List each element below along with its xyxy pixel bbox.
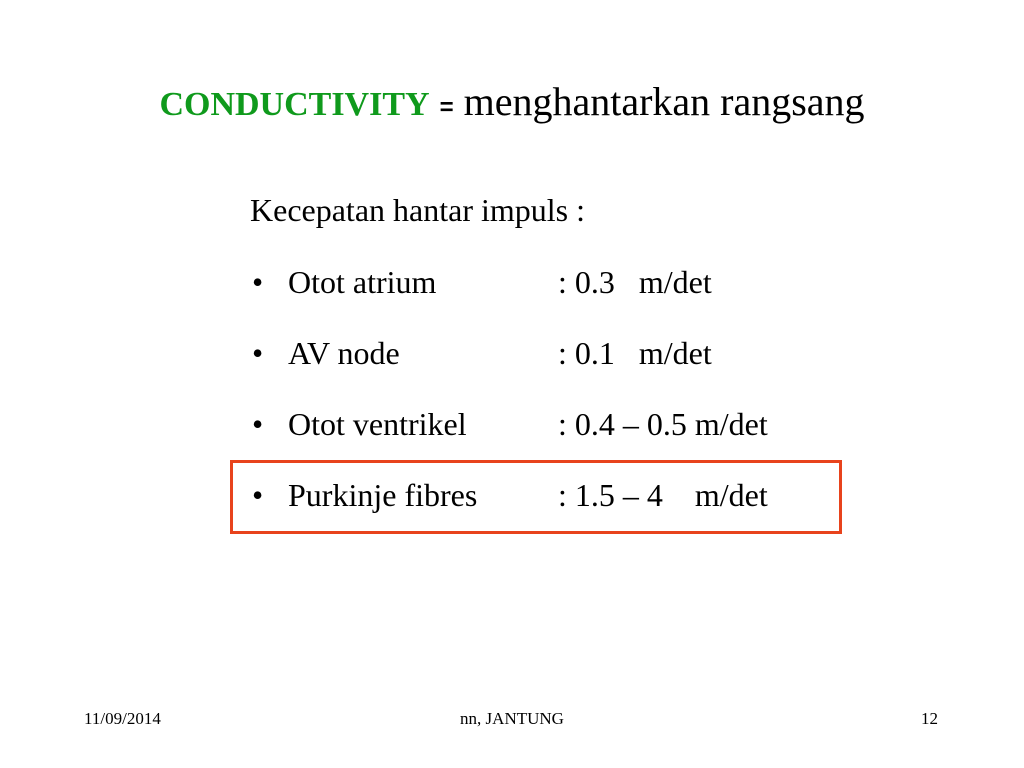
bullet-icon: •: [252, 406, 264, 442]
highlight-box: [230, 460, 842, 534]
item-value: : 0.4 – 0.5 m/det: [558, 406, 768, 442]
item-value: : 0.3 m/det: [558, 264, 712, 300]
bullet-icon: •: [252, 335, 264, 371]
page-number: 12: [921, 709, 938, 728]
title-spacer: [430, 79, 440, 124]
list-item-otot-atrium: [250, 258, 870, 329]
bullet-icon: •: [252, 264, 264, 300]
intro-text: Kecepatan hantar impuls :: [250, 192, 585, 228]
item-name: AV node: [288, 335, 400, 371]
slide-title: [0, 78, 1024, 132]
title-equals: =: [439, 94, 454, 121]
bullet-icon: •: [252, 477, 264, 513]
title-keyword: CONDUCTIVITY: [159, 86, 430, 123]
item-value: : 0.1 m/det: [558, 335, 712, 371]
content-block: [250, 186, 768, 513]
footer-date: 11/09/2014: [84, 709, 161, 728]
item-name: Otot atrium: [288, 264, 437, 300]
item-name: Purkinje fibres: [288, 477, 478, 513]
footer-title: nn, JANTUNG: [460, 709, 564, 728]
item-value: : 1.5 – 4 m/det: [558, 477, 768, 513]
list-item-av-node: [250, 329, 870, 400]
title-definition: menghantarkan rangsang: [463, 79, 865, 124]
title-spacer-2: [454, 79, 464, 124]
item-name: Otot ventrikel: [288, 406, 467, 442]
